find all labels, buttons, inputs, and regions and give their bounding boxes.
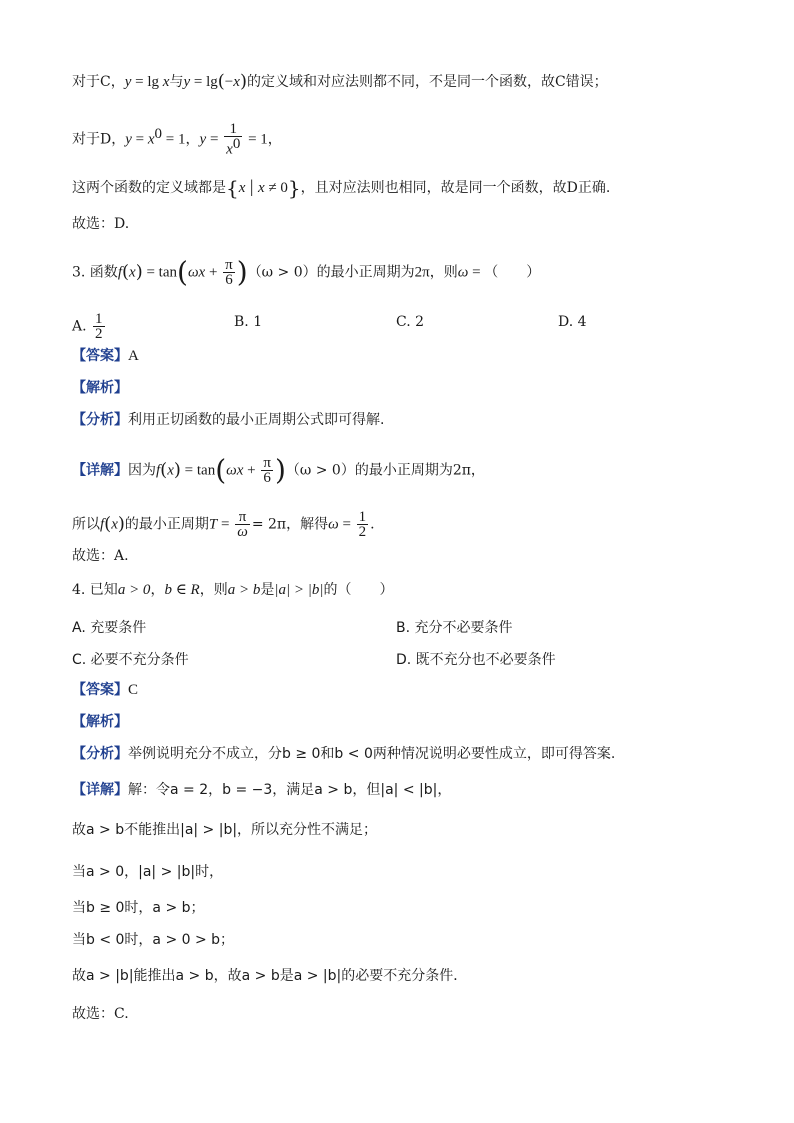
text-line-c: 对于C，y = lg x与y = lg(−x)的定义域和对应法则都不同，不是同一个函数，故C错误； [72, 71, 608, 92]
q3-detail: 【详解】因为f(x) = tan(ωx + $\frac{\pi}{6}$ )（ω > 0）的最小正周期为2π， [72, 453, 485, 487]
q4-stem: 4. 已知a > 0，b ∈ R，则a > b是|a| > |b|的（ ） [72, 582, 394, 598]
q3-option-a: A. $\frac{1}{2}$ [72, 311, 103, 342]
q3-stem: 3. 函数f(x) = tan(ωx + $\frac{\pi}{6}$ )（ω > 0）的最小正周期为2π，则ω = （ ） [72, 255, 541, 289]
q3-fenxi: 【分析】利用正切函数的最小正周期公式即可得解. [72, 412, 385, 428]
q4-detail: 【详解】解：令a = 2，b = −3，满足a > b，但|a| < |b|， [72, 782, 452, 798]
q4-option-d: D. 既不充分也不必要条件 [396, 652, 556, 668]
text-line-d: 对于D，$y = x^0 = 1$，y = $\frac{1}{x^0}$ = 1， [72, 121, 282, 158]
q4-option-c: C. 必要不充分条件 [72, 652, 189, 668]
math-y-lgx: y [124, 74, 132, 90]
q3-analysis-tag: 【解析】 [72, 380, 128, 396]
fraction-1-over-x0: $\frac{1}{x^0}$ [226, 121, 241, 158]
q4-analysis-tag: 【解析】 [72, 714, 128, 730]
q3-so: 所以f(x)的最小正周期T = $\frac{\pi}{\omega}$ = 2π，解得ω = $\frac{1}{2}$ . [72, 509, 375, 540]
q3-option-c: C. 2 [396, 314, 425, 330]
q4-line-4: 当b < 0时，a > 0 > b； [72, 932, 235, 948]
q3-choose: 故选：A. [72, 548, 129, 564]
q4-option-a: A. 充要条件 [72, 620, 147, 636]
q4-answer: 【答案】C [72, 682, 139, 698]
q3-option-d: D. 4 [558, 314, 587, 330]
q4-line-1: 故a > b不能推出|a| > |b|，所以充分性不满足； [72, 822, 378, 838]
q3-answer: 【答案】A [72, 348, 139, 364]
q4-option-b: B. 充分不必要条件 [396, 620, 513, 636]
q4-line-2: 当a > 0，|a| > |b|时， [72, 864, 224, 880]
q3-option-b: B. 1 [234, 314, 263, 330]
q4-line-3: 当b ≥ 0时，a > b； [72, 900, 205, 916]
text-line-domain: 这两个函数的定义域都是{x | x ≠ 0}，且对应法则也相同，故是同一个函数，故D正确. [72, 176, 611, 200]
q4-line-5: 故a > |b|能推出a > b，故a > b是a > |b|的必要不充分条件． [72, 968, 468, 984]
choose-d: 故选：D. [72, 216, 130, 232]
q4-choose: 故选：C. [72, 1006, 129, 1022]
q4-fenxi: 【分析】举例说明充分不成立，分b ≥ 0和b < 0两种情况说明必要性成立，即可得答案. [72, 746, 616, 762]
